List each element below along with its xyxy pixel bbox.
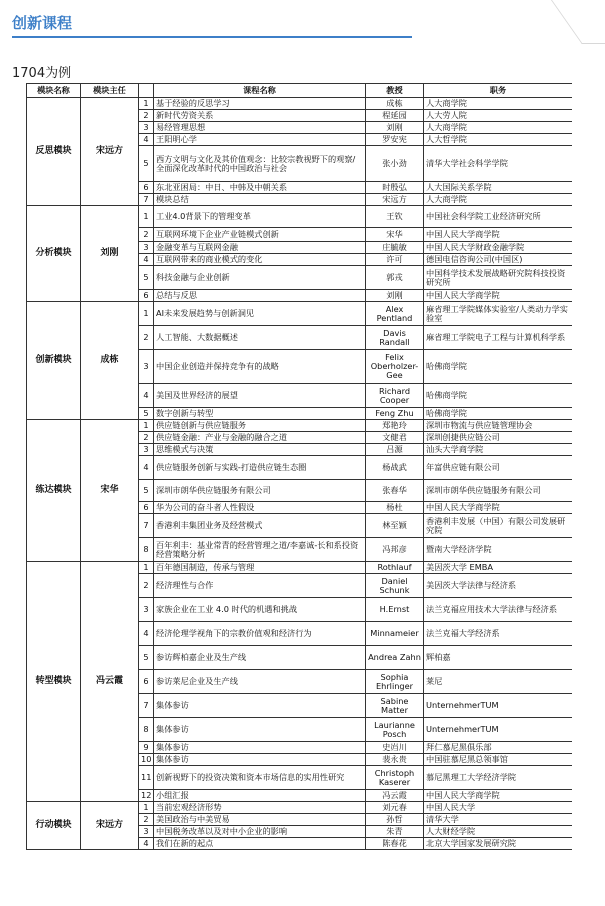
position-cell: 哈佛商学院 [424, 408, 573, 420]
course-name-cell: 华为公司的奋斗者人性假设 [154, 502, 366, 514]
row-number-cell: 11 [139, 766, 154, 790]
course-name-cell: 供应链金融：产业与金融的融合之道 [154, 432, 366, 444]
position-cell: 麻省理工学院媒体实验室/人类动力学实验室 [424, 302, 573, 326]
header-number [139, 84, 154, 98]
position-cell: 香港利丰发展（中国）有限公司发展研究院 [424, 514, 573, 538]
position-cell: 中国人民大学商学院 [424, 228, 573, 242]
course-name-cell: 金融变革与互联网金融 [154, 242, 366, 254]
row-number-cell: 6 [139, 502, 154, 514]
course-name-cell: 新时代劳资关系 [154, 110, 366, 122]
module-leader-cell: 成栋 [81, 302, 139, 420]
course-name-cell: 人工智能、大数据概述 [154, 326, 366, 350]
course-name-cell: 经济伦理学视角下的宗教价值观和经济行为 [154, 622, 366, 646]
course-name-cell: 集体参访 [154, 742, 366, 754]
course-name-cell: 集体参访 [154, 694, 366, 718]
row-number-cell: 5 [139, 408, 154, 420]
table-row [27, 302, 573, 326]
professor-cell: 林至颖 [366, 514, 424, 538]
position-cell: 德国电信咨询公司(中国区) [424, 254, 573, 266]
course-name-cell: 东北亚困局：中日、中韩及中朝关系 [154, 182, 366, 194]
course-name-cell: 中国税务改革以及对中小企业的影响 [154, 826, 366, 838]
row-number-cell: 3 [139, 242, 154, 254]
professor-cell: Minnameier [366, 622, 424, 646]
professor-cell: 宋华 [366, 228, 424, 242]
course-name-cell: 我们在新的起点 [154, 838, 366, 850]
position-cell: UnternehmerTUM [424, 694, 573, 718]
course-name-cell: 家族企业在工业 4.0 时代的机遇和挑战 [154, 598, 366, 622]
course-name-cell: 总结与反思 [154, 290, 366, 302]
module-name-cell: 行动模块 [27, 802, 81, 850]
course-name-cell: 创新视野下的投资决策和资本市场信息的实用性研究 [154, 766, 366, 790]
position-cell: 人大商学院 [424, 122, 573, 134]
row-number-cell: 12 [139, 790, 154, 802]
row-number-cell: 7 [139, 194, 154, 206]
professor-cell: 成栋 [366, 98, 424, 110]
row-number-cell: 2 [139, 326, 154, 350]
professor-cell: 许可 [366, 254, 424, 266]
position-cell: 北京大学国家发展研究院 [424, 838, 573, 850]
module-leader-cell: 宋华 [81, 420, 139, 562]
course-name-cell: 王阳明心学 [154, 134, 366, 146]
row-number-cell: 2 [139, 228, 154, 242]
professor-cell: 陈春花 [366, 838, 424, 850]
position-cell: 麻省理工学院电子工程与计算机科学系 [424, 326, 573, 350]
position-cell: 中国科学技术发展战略研究院科技投资研究所 [424, 266, 573, 290]
course-name-cell: 中国企业创造并保持竞争有的战略 [154, 350, 366, 384]
position-cell: 人大哲学院 [424, 134, 573, 146]
professor-cell: Andrea Zahn [366, 646, 424, 670]
position-cell: 深圳市物流与供应链管理协会 [424, 420, 573, 432]
position-cell: 汕头大学商学院 [424, 444, 573, 456]
professor-cell: Feng Zhu [366, 408, 424, 420]
row-number-cell: 1 [139, 302, 154, 326]
professor-cell: Rothlauf [366, 562, 424, 574]
course-name-cell: 科技金融与企业创新 [154, 266, 366, 290]
row-number-cell: 1 [139, 98, 154, 110]
position-cell: 辉柏嘉 [424, 646, 573, 670]
position-cell: 人大国际关系学院 [424, 182, 573, 194]
row-number-cell: 8 [139, 538, 154, 562]
course-name-cell: 香港利丰集团业务及经营模式 [154, 514, 366, 538]
row-number-cell: 4 [139, 134, 154, 146]
professor-cell: 杨战武 [366, 456, 424, 480]
position-cell: 慕尼黑理工大学经济学院 [424, 766, 573, 790]
table-row [27, 98, 573, 110]
professor-cell: Felix Oberholzer-Gee [366, 350, 424, 384]
position-cell: 深圳市朗华供应链服务有限公司 [424, 480, 573, 502]
professor-cell: 程延园 [366, 110, 424, 122]
row-number-cell: 5 [139, 266, 154, 290]
professor-cell: 张小劲 [366, 146, 424, 182]
header-professor: 教授 [366, 84, 424, 98]
course-name-cell: 小组汇报 [154, 790, 366, 802]
position-cell: 中国人民大学 [424, 802, 573, 814]
course-table [26, 83, 572, 850]
row-number-cell: 6 [139, 670, 154, 694]
row-number-cell: 3 [139, 826, 154, 838]
position-cell: 清华大学 [424, 814, 573, 826]
course-name-cell: 易经管理思想 [154, 122, 366, 134]
professor-cell: 宋远方 [366, 194, 424, 206]
title-underline [12, 36, 412, 38]
table-row [27, 562, 573, 574]
professor-cell: Sabine Matter [366, 694, 424, 718]
professor-cell: Sophia Ehrlinger [366, 670, 424, 694]
professor-cell: 张春华 [366, 480, 424, 502]
table-row [27, 420, 573, 432]
module-name-cell: 练达模块 [27, 420, 81, 562]
row-number-cell: 5 [139, 146, 154, 182]
position-cell: 中国社会科学院工业经济研究所 [424, 206, 573, 228]
professor-cell: 刘元春 [366, 802, 424, 814]
header-corner-decoration [551, 0, 605, 44]
course-name-cell: 深圳市朗华供应链服务有限公司 [154, 480, 366, 502]
professor-cell: 罗安宪 [366, 134, 424, 146]
professor-cell: H.Ernst [366, 598, 424, 622]
row-number-cell: 1 [139, 802, 154, 814]
professor-cell: 郑艳玲 [366, 420, 424, 432]
row-number-cell: 9 [139, 742, 154, 754]
row-number-cell: 10 [139, 754, 154, 766]
row-number-cell: 2 [139, 110, 154, 122]
course-table-body [27, 98, 573, 850]
position-cell: 人大劳人院 [424, 110, 573, 122]
header-module-name: 模块名称 [27, 84, 81, 98]
position-cell: UnternehmerTUM [424, 718, 573, 742]
row-number-cell: 2 [139, 814, 154, 826]
row-number-cell: 1 [139, 420, 154, 432]
module-name-cell: 创新模块 [27, 302, 81, 420]
position-cell: 法兰克福大学经济系 [424, 622, 573, 646]
course-name-cell: 互联网环境下企业产业链模式创新 [154, 228, 366, 242]
course-name-cell: AI未来发展趋势与创新洞见 [154, 302, 366, 326]
row-number-cell: 8 [139, 718, 154, 742]
position-cell: 人大商学院 [424, 194, 573, 206]
professor-cell: 文健君 [366, 432, 424, 444]
course-name-cell: 美国政治与中美贸易 [154, 814, 366, 826]
section-header [0, 0, 605, 42]
course-name-cell: 百年德国制造，传承与管理 [154, 562, 366, 574]
row-number-cell: 4 [139, 622, 154, 646]
professor-cell: 杨杜 [366, 502, 424, 514]
row-number-cell: 4 [139, 456, 154, 480]
position-cell: 中国人民大学商学院 [424, 790, 573, 802]
professor-cell: Christoph Kaserer [366, 766, 424, 790]
section-title: 创新课程 [12, 14, 73, 32]
professor-cell: Richard Cooper [366, 384, 424, 408]
course-name-cell: 基于经验的反思学习 [154, 98, 366, 110]
position-cell: 美因茨大学法律与经济系 [424, 574, 573, 598]
position-cell: 中国人民大学财政金融学院 [424, 242, 573, 254]
row-number-cell: 4 [139, 254, 154, 266]
course-name-cell: 美国及世界经济的展望 [154, 384, 366, 408]
position-cell: 哈佛商学院 [424, 350, 573, 384]
position-cell: 哈佛商学院 [424, 384, 573, 408]
position-cell: 中国驻慕尼黑总领事馆 [424, 754, 573, 766]
position-cell: 拜仁慕尼黑俱乐部 [424, 742, 573, 754]
row-number-cell: 3 [139, 122, 154, 134]
position-cell: 人大商学院 [424, 98, 573, 110]
professor-cell: Alex Pentland [366, 302, 424, 326]
professor-cell: 刘刚 [366, 122, 424, 134]
professor-cell: 庄毓敏 [366, 242, 424, 254]
header-position: 职务 [424, 84, 573, 98]
position-cell: 中国人民大学商学院 [424, 502, 573, 514]
professor-cell: 王钦 [366, 206, 424, 228]
position-cell: 中国人民大学商学院 [424, 290, 573, 302]
row-number-cell: 4 [139, 384, 154, 408]
row-number-cell: 3 [139, 350, 154, 384]
professor-cell: Laurianne Posch [366, 718, 424, 742]
professor-cell: 郭戎 [366, 266, 424, 290]
course-name-cell: 思维模式与决策 [154, 444, 366, 456]
course-name-cell: 供应链服务创新与实践-打造供应链生态圈 [154, 456, 366, 480]
header-module-leader: 模块主任 [81, 84, 139, 98]
table-row [27, 802, 573, 814]
row-number-cell: 2 [139, 574, 154, 598]
module-leader-cell: 刘刚 [81, 206, 139, 302]
professor-cell: Davis Randall [366, 326, 424, 350]
subtitle: 1704为例 [12, 66, 72, 81]
module-name-cell: 反思模块 [27, 98, 81, 206]
course-name-cell: 集体参访 [154, 754, 366, 766]
table-header-row [27, 84, 573, 98]
course-name-cell: 数字创新与转型 [154, 408, 366, 420]
professor-cell: 吕源 [366, 444, 424, 456]
position-cell: 深圳创捷供应链公司 [424, 432, 573, 444]
position-cell: 清华大学社会科学学院 [424, 146, 573, 182]
position-cell: 美因茨大学 EMBA [424, 562, 573, 574]
row-number-cell: 6 [139, 290, 154, 302]
table-row [27, 206, 573, 228]
professor-cell: Daniel Schunk [366, 574, 424, 598]
professor-cell: 刘刚 [366, 290, 424, 302]
position-cell: 莱尼 [424, 670, 573, 694]
module-leader-cell: 冯云霞 [81, 562, 139, 802]
row-number-cell: 2 [139, 432, 154, 444]
professor-cell: 冯邦彦 [366, 538, 424, 562]
professor-cell: 冯云霞 [366, 790, 424, 802]
course-name-cell: 工业4.0背景下的管理变革 [154, 206, 366, 228]
course-name-cell: 参访辉柏嘉企业及生产线 [154, 646, 366, 670]
module-name-cell: 分析模块 [27, 206, 81, 302]
row-number-cell: 3 [139, 598, 154, 622]
row-number-cell: 1 [139, 562, 154, 574]
professor-cell: 裴永贵 [366, 754, 424, 766]
course-name-cell: 供应链创新与供应链服务 [154, 420, 366, 432]
course-name-cell: 互联网带来的商业模式的变化 [154, 254, 366, 266]
professor-cell: 朱青 [366, 826, 424, 838]
row-number-cell: 4 [139, 838, 154, 850]
position-cell: 年富供应链有限公司 [424, 456, 573, 480]
course-name-cell: 当前宏观经济形势 [154, 802, 366, 814]
row-number-cell: 7 [139, 694, 154, 718]
row-number-cell: 7 [139, 514, 154, 538]
course-name-cell: 参访莱尼企业及生产线 [154, 670, 366, 694]
course-name-cell: 模块总结 [154, 194, 366, 206]
module-leader-cell: 宋远方 [81, 98, 139, 206]
row-number-cell: 5 [139, 480, 154, 502]
module-name-cell: 转型模块 [27, 562, 81, 802]
course-name-cell: 西方文明与文化及其价值观念：比较宗教视野下的观察/全面深化改革时代的中国政治与社会 [154, 146, 366, 182]
position-cell: 法兰克福应用技术大学法律与经济系 [424, 598, 573, 622]
position-cell: 人大财经学院 [424, 826, 573, 838]
header-course-name: 课程名称 [154, 84, 366, 98]
module-leader-cell: 宋远方 [81, 802, 139, 850]
row-number-cell: 3 [139, 444, 154, 456]
course-name-cell: 百年利丰：基业常青的经营管理之道/李嘉诚-长和系投资经营策略分析 [154, 538, 366, 562]
professor-cell: 史岿川 [366, 742, 424, 754]
row-number-cell: 6 [139, 182, 154, 194]
position-cell: 暨南大学经济学院 [424, 538, 573, 562]
row-number-cell: 5 [139, 646, 154, 670]
course-table-container [26, 83, 572, 889]
row-number-cell: 1 [139, 206, 154, 228]
professor-cell: 孙哲 [366, 814, 424, 826]
course-name-cell: 集体参访 [154, 718, 366, 742]
course-name-cell: 经济理性与合作 [154, 574, 366, 598]
professor-cell: 时殷弘 [366, 182, 424, 194]
